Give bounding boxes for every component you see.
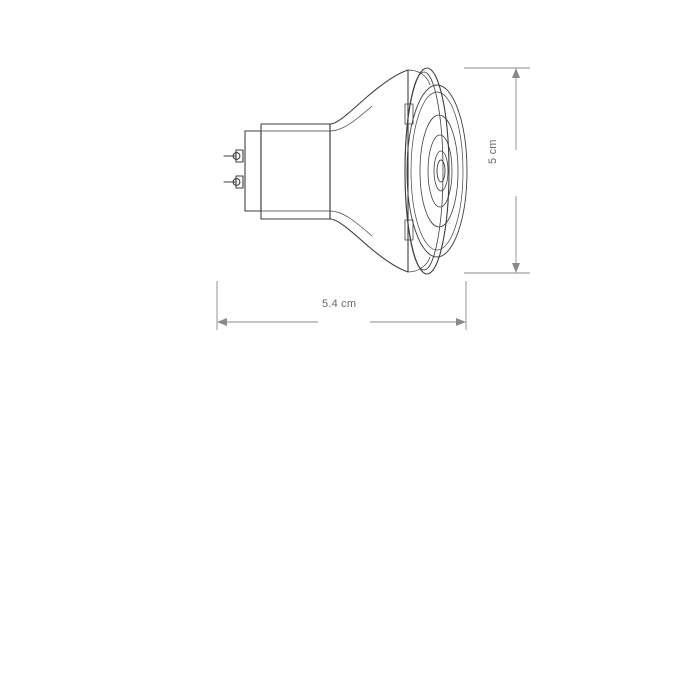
lamp-base-cylinder <box>245 124 330 219</box>
dimension-lines <box>217 68 530 330</box>
gu10-pins <box>224 150 243 188</box>
height-dimension <box>464 68 530 273</box>
lens-front <box>405 68 467 274</box>
lamp-drawing <box>224 68 467 274</box>
reflector-cone <box>330 70 408 272</box>
width-dimension-label: 5.4 cm <box>322 298 357 310</box>
height-dimension-label: 5 cm <box>487 139 499 164</box>
